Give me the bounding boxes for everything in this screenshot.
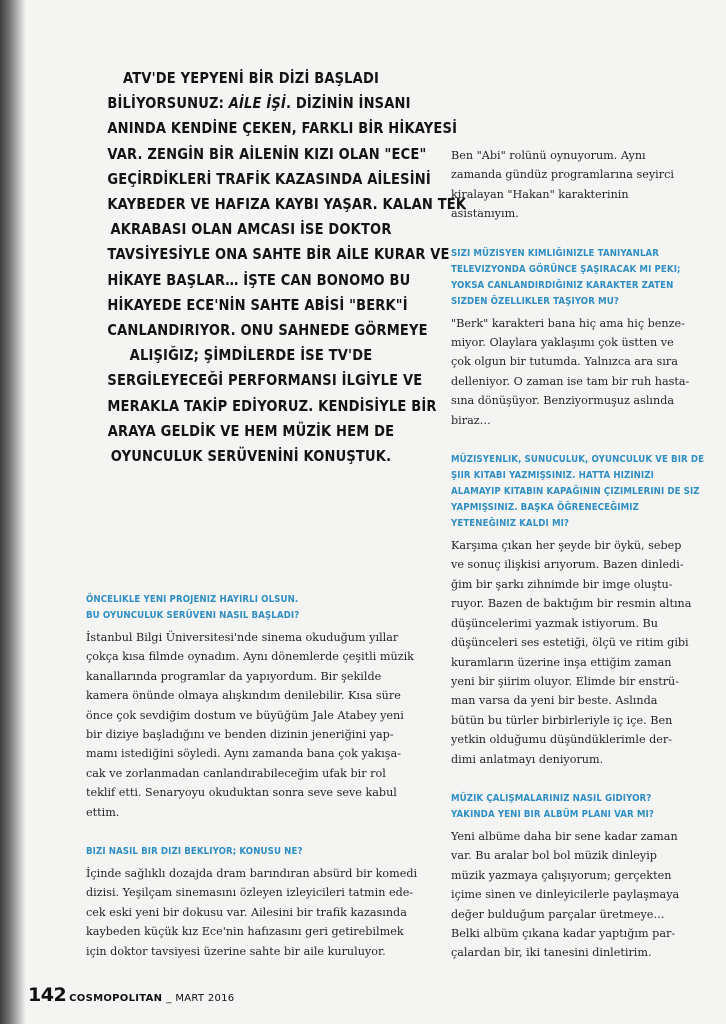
answer-line: çok olgun bir tutumda. Yalnızca ara sıra (451, 355, 678, 369)
answer-line: Ben "Abi" rolünü oynuyorum. Aynı (451, 149, 646, 162)
intro-line: TAVSİYESİYLE ONA SAHTE BİR AİLE KURAR VE (107, 245, 450, 264)
question-line: MÜZISYENLIK, SUNUCULUK, OYUNCULUK VE BIR DE (451, 454, 705, 466)
answer-line: bir diziye başladığını ve benden dizinin jeneriğini yap- (86, 728, 394, 742)
answer-line: mamı istediğini söyledi. Aynı zamanda bana çok yakışa- (86, 747, 401, 761)
answer-line: müzik yazmaya çalışıyorum; gerçekten (451, 868, 672, 882)
interview-question (86, 592, 404, 624)
intro-line: OYUNCULUK SERÜVENİNİ KONUŞTUK. (110, 447, 392, 466)
interview-question (451, 246, 696, 310)
question-line: SIZDEN ÖZELLIKLER TAŞIYOR MU? (451, 295, 619, 307)
intro-line: HİKAYE BAŞLAR… İŞTE CAN BONOMO BU (107, 270, 411, 289)
answer-line: yeni bir şiirim oluyor. Elimde bir enstrü- (451, 674, 680, 688)
intro-line-segment: . DİZİNİN İNSANI (286, 94, 411, 113)
answer-line: dizisi. Yeşilçam sinemasını özleyen izleyicileri tatmin ede- (86, 886, 414, 900)
answer-line: miyor. Olaylara yaklaşımı çok üstten ve (451, 336, 674, 350)
answer-line: man varsa da yeni bir beste. Aslında (451, 694, 658, 708)
question-line: ALAMAYIP KITABIN KAPAĞININ ÇIZIMLERINI DE SIZ (451, 486, 700, 498)
answer-line: zamanda gündüz programlarına seyirci (451, 168, 674, 182)
answer-line: biraz… (451, 413, 491, 427)
answer-line: düşüncelerimi yazmak istiyorum. Bu (451, 616, 658, 630)
left-column (86, 592, 418, 983)
answer-line: delleniyor. O zaman ise tam bir ruh hasta- (451, 374, 690, 388)
page-number: 142 (28, 984, 67, 1006)
qa-block (451, 791, 696, 963)
footer-separator: _ (166, 993, 172, 1004)
answer-line: kaybeden küçük kız Ece'nin hafızasını geri getirebilmek (86, 925, 404, 939)
answer-line: kiralayan "Hakan" karakterinin (451, 187, 629, 201)
answer-line: ruyor. Bazen de baktığım bir resmin altına (451, 597, 692, 611)
intro-line: ALIŞIĞIZ; ŞİMDİLERDE İSE TV'DE (129, 346, 373, 365)
intro-line: SERGİLEYECEĞİ PERFORMANSI İLGİYLE VE (107, 371, 423, 390)
answer-line: İçinde sağlıklı dozajda dram barındıran absürd bir komedi (86, 867, 418, 881)
answer-line: teklif etti. Senaryoyu okuduktan sonra seve seve kabul (86, 786, 397, 800)
question-line: ŞIIR KITABI YAZMIŞSINIZ. HATTA HIZINIZI (451, 470, 654, 482)
question-line: TELEVIZYONDA GÖRÜNCE ŞAŞIRACAK MI PEKI; (451, 263, 681, 275)
intro-line: ARAYA GELDİK VE HEM MÜZİK HEM DE (107, 421, 395, 440)
question-line: YAKINDA YENI BIR ALBÜM PLANI VAR MI? (451, 808, 654, 820)
answer-line: ve sonuç ilişkisi arıyorum. Bazen dinledi- (451, 558, 684, 572)
intro-paragraph (107, 66, 467, 469)
answer-line: Karşıma çıkan her şeyde bir öykü, sebep (451, 539, 682, 553)
answer-line: cek eski yeni bir dokusu var. Ailesini bir trafik kazasında (86, 905, 407, 919)
answer-continuation (451, 146, 696, 224)
intro-line: GEÇİRDİKLERİ TRAFİK KAZASINDA AİLESİNİ (107, 169, 431, 188)
question-line: YAPMIŞSINIZ. BAŞKA ÖĞRENECEĞIMIZ (451, 502, 639, 514)
scan-edge-shadow (0, 0, 26, 1024)
answer-line: "Berk" karakteri bana hiç ama hiç benze- (451, 316, 685, 330)
answer-line: değer bulduğum parçalar üretmeye… (451, 907, 665, 921)
answer-line: İstanbul Bilgi Üniversitesi'nde sinema okuduğum yıllar (86, 631, 399, 644)
page-footer (28, 984, 234, 1006)
interview-answer (86, 628, 414, 822)
issue-date: MART 2016 (175, 993, 235, 1004)
answer-line: dimi anlatmayı deniyorum. (451, 752, 604, 766)
interview-answer (451, 827, 696, 963)
answer-line: kamera önünde olmaya alışkındım denilebilir. Kısa süre (86, 689, 401, 703)
intro-line: CANLANDIRIYOR. ONU SAHNEDE GÖRMEYE (107, 321, 428, 340)
answer-line: kanallarında programlar da yapıyordum. Bir şekilde (86, 669, 382, 683)
intro-line: ANINDA KENDİNE ÇEKEN, FARKLI BİR HİKAYESİ (107, 119, 458, 138)
answer-line: düşünceleri ses estetiği, ölçü ve ritim gibi (451, 636, 689, 650)
interview-answer (451, 314, 696, 430)
answer-line: bütün bu türler birbirleriyle iç içe. Ben (451, 713, 673, 727)
answer-line: ettim. (86, 805, 120, 819)
qa-block (451, 452, 705, 769)
intro-line: MERAKLA TAKİP EDİYORUZ. KENDİSİYLE BİR (107, 396, 437, 415)
answer-line: çokça kısa filmde oynadım. Aynı dönemlerde çeşitli müzik (86, 650, 414, 664)
interview-answer (86, 864, 418, 961)
answer-line: cak ve zorlanmadan canlandırabileceğim ufak bir rol (86, 766, 386, 780)
question-line: MÜZIK ÇALIŞMALARINIZ NASIL GIDIYOR? (451, 792, 652, 804)
answer-line: Belki albüm çıkana kadar yaptığım par- (451, 926, 676, 940)
answer-line: içime sinen ve dinleyicilerle paylaşmaya (451, 888, 680, 902)
answer-line: ğim bir şarkı zihnimde bir imge oluştu- (451, 577, 673, 591)
intro-line: AKRABASI OLAN AMCASI İSE DOKTOR (110, 220, 392, 239)
intro-line: ATV'DE YEPYENİ BİR DİZİ BAŞLADI (122, 69, 380, 87)
qa-block (86, 592, 414, 822)
question-line: BU OYUNCULUK SERÜVENI NASIL BAŞLADI? (86, 610, 300, 621)
question-line: SIZI MÜZISYEN KIMLIĞINIZLE TANIYANLAR (451, 247, 660, 259)
intro-line: KAYBEDER VE HAFIZA KAYBI YAŞAR. KALAN TEK (107, 195, 467, 214)
answer-line: önce çok sevdiğim dostum ve büyüğüm Jale Atabey yeni (86, 708, 404, 722)
qa-block (86, 844, 418, 961)
intro-line: VAR. ZENGİN BİR AİLENİN KIZI OLAN "ECE" (107, 144, 427, 163)
interview-question (86, 844, 404, 860)
intro-line (107, 91, 411, 116)
series-title: AİLE İŞİ (228, 94, 287, 113)
intro-line-segment: BİLİYORSUNUZ: (107, 94, 229, 113)
answer-line: sına dönüşüyor. Benziyormuşuz aslında (451, 394, 675, 408)
qa-block (451, 246, 696, 430)
answer-line: için doktor tavsiyesi üzerine sahte bir aile kuruluyor. (86, 944, 386, 958)
interview-question (451, 452, 705, 532)
answer-line: asistanıyım. (451, 207, 519, 221)
right-column (451, 146, 705, 985)
answer-line: Yeni albüme daha bir sene kadar zaman (451, 829, 678, 843)
answer-line: kuramların üzerine inşa ettiğim zaman (451, 655, 672, 669)
interview-answer (451, 536, 696, 769)
question-line: BIZI NASIL BIR DIZI BEKLIYOR; KONUSU NE? (86, 846, 303, 858)
question-line: YETENEĞINIZ KALDI MI? (451, 518, 570, 530)
answer-line: var. Bu aralar bol bol müzik dinleyip (451, 849, 657, 863)
interview-question (451, 791, 696, 823)
magazine-name: COSMOPOLITAN (69, 993, 163, 1004)
answer-line: yetkin olduğumu düşündüklerimle der- (451, 733, 673, 747)
intro-line: HİKAYEDE ECE'NİN SAHTE ABİSİ "BERK"İ (107, 295, 408, 314)
question-line: ÖNCELIKLE YENI PROJENIZ HAYIRLI OLSUN. (86, 594, 299, 605)
question-line: YOKSA CANLANDIRDIĞINIZ KARAKTER ZATEN (451, 279, 674, 291)
answer-line: çalardan bir, iki tanesini dinletirim. (451, 946, 652, 960)
